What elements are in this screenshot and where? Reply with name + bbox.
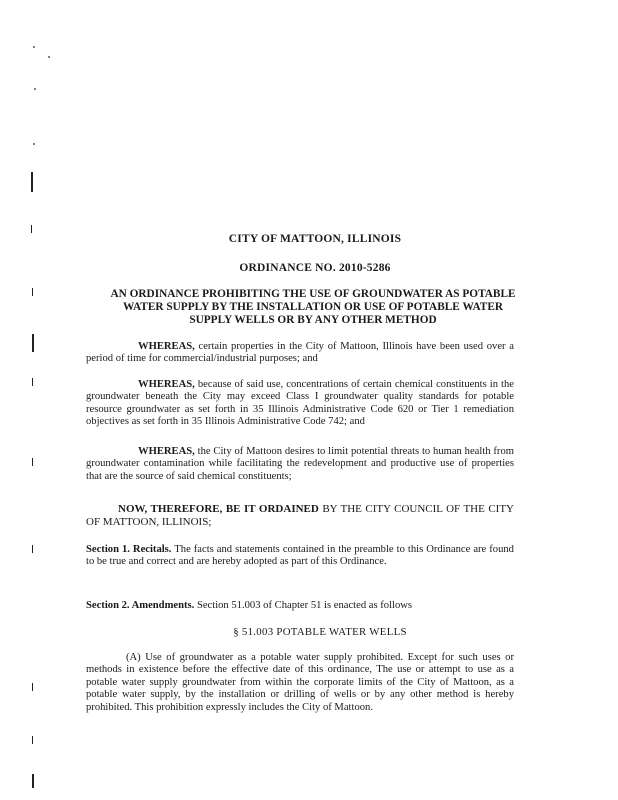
section-1-text: The facts and statements contained in the preamble to this Ordinance are found to be true and correct and are hereby adopted as part of this Ordinance. (86, 544, 514, 568)
whereas-lead: WHEREAS, (138, 446, 195, 457)
whereas-clause-3 (86, 446, 514, 483)
section-2-lead: Section 2. Amendments. (86, 600, 195, 611)
whereas-text: certain properties in the City of Mattoon, Illinois have been used over a period of time for commercial/industrial purposes; and (86, 341, 514, 365)
scan-mark (32, 334, 34, 352)
ordinance-number: ORDINANCE NO. 2010-5286 (239, 262, 391, 274)
now-therefore-lead: NOW, THEREFORE, BE IT ORDAINED (118, 503, 319, 515)
paragraph-a (86, 652, 514, 714)
scan-mark (32, 378, 33, 386)
whereas-lead: WHEREAS, (138, 341, 195, 352)
section-heading: § 51.003 POTABLE WATER WELLS (233, 626, 407, 638)
now-therefore-clause (86, 503, 514, 529)
section-2-text: Section 51.003 of Chapter 51 is enacted as follows (196, 600, 413, 611)
scan-speck (34, 88, 36, 90)
city-header: CITY OF MATTOON, ILLINOIS (228, 233, 402, 245)
whereas-clause-1 (86, 341, 514, 366)
scan-mark (32, 288, 33, 296)
now-therefore-text: BY THE CITY COUNCIL OF THE CITY OF MATTOON, ILLINOIS; (86, 503, 514, 528)
section-1 (86, 544, 514, 569)
whereas-lead: WHEREAS, (138, 379, 195, 390)
scan-speck (48, 56, 50, 58)
scan-mark (32, 774, 34, 788)
scan-mark (32, 458, 33, 466)
scan-speck (33, 46, 35, 48)
scan-speck (33, 143, 35, 145)
ordinance-title: AN ORDINANCE PROHIBITING THE USE OF GROUNDWATER AS POTABLE WATER SUPPLY BY THE INSTALLATION OR USE OF POTABLE WATER SUPPLY WELLS OR BY ANY OTHER METHOD (110, 288, 516, 326)
paragraph-a-text: Use of groundwater as a potable water supply prohibited. Except for such uses or methods in existence before the effective date of this ordinance, The use or attempt to use as a potable water supply groundwater from within the corporate limits of the City of Mattoon, as a potable water supply, by the installation or drilling of wells or by any other method is hereby prohibited. This prohibition expressly includes the City of Mattoon. (86, 652, 514, 713)
section-1-lead: Section 1. Recitals. (86, 544, 172, 555)
whereas-clause-2 (86, 379, 514, 429)
whereas-text: because of said use, concentrations of certain chemical constituents in the groundwater beneath the City may exceed Class I groundwater quality standards for potable resource groundwater as set forth in 35 Illinois Administrative Code 620 or Tier 1 remediation objectives as set forth in 35 Illinois Administrative Code 742; and (86, 379, 515, 428)
scan-mark (32, 736, 33, 744)
scan-mark (31, 225, 32, 233)
scan-mark (31, 172, 33, 192)
scan-mark (32, 545, 33, 553)
paragraph-a-lead: (A) (126, 652, 141, 663)
whereas-text: the City of Mattoon desires to limit potential threats to human health from groundwater contamination while facilitating the redevelopment and productive use of properties that are the source of said chemical constituents; (86, 446, 514, 482)
scan-mark (32, 683, 33, 691)
section-2 (86, 600, 514, 612)
